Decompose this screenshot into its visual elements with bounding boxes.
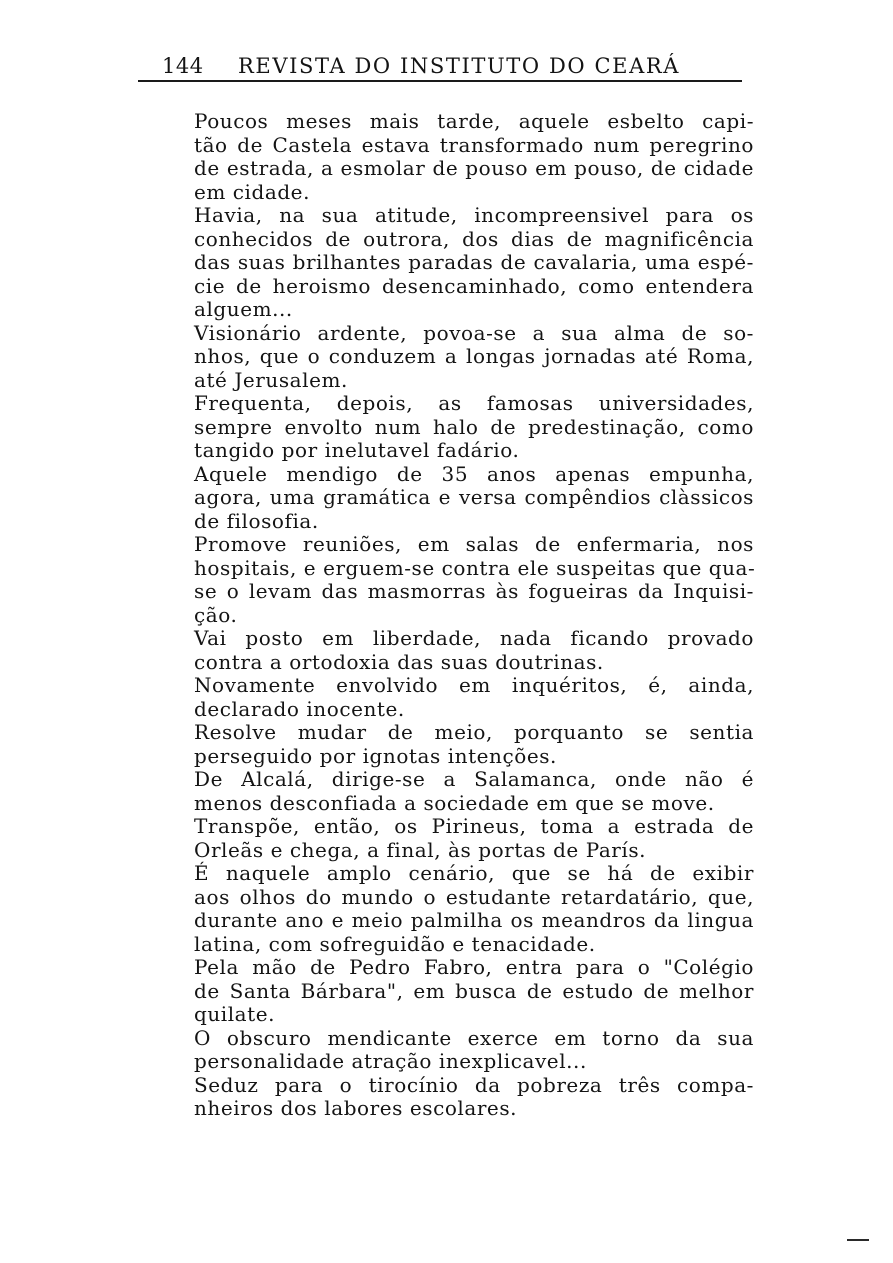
text-line: Seduz para o tirocínio da pobreza três compa- xyxy=(194,1072,754,1097)
paragraph xyxy=(138,463,754,534)
text-line: quilate. xyxy=(194,1002,276,1026)
paragraph xyxy=(138,721,754,768)
text-line: de Santa Bárbara", em busca de estudo de melhor xyxy=(194,978,754,1003)
corner-dash-mark xyxy=(847,1239,869,1241)
text-line: hospitais, e erguem-se contra ele suspeitas que qua- xyxy=(194,555,756,580)
text-line: Novamente envolvido em inquéritos, é, ainda, xyxy=(194,673,754,697)
text-line: menos desconfiada a sociedade em que se move. xyxy=(194,790,715,815)
text-line: perseguido por ignotas intenções. xyxy=(194,743,557,768)
text-line: De Alcalá, dirige-se a Salamanca, onde não é xyxy=(194,767,754,791)
text-line: sempre envolto num halo de predestinação, como xyxy=(194,414,754,439)
paragraph xyxy=(138,204,754,322)
text-line: Vai posto em liberdade, nada ficando provado xyxy=(194,626,754,650)
paragraph xyxy=(138,627,754,674)
text-line: contra a ortodoxia das suas doutrinas. xyxy=(194,649,604,674)
text-line: se o levam das masmorras às fogueiras da Inquisi- xyxy=(194,579,754,603)
paragraph xyxy=(138,862,754,956)
text-line: Poucos meses mais tarde, aquele esbelto capi- xyxy=(194,109,754,133)
text-line: ção. xyxy=(194,602,238,627)
text-line: Visionário ardente, povoa-se a sua alma de so- xyxy=(194,320,754,345)
text-line: conhecidos de outrora, dos dias de magnificência xyxy=(194,226,754,251)
paragraph xyxy=(138,815,754,862)
text-line: cie de heroismo desencaminhado, como entendera xyxy=(194,273,754,298)
text-line: de estrada, a esmolar de pouso em pouso, de cidade xyxy=(194,156,754,180)
page-number: 144 xyxy=(162,54,204,78)
body-text xyxy=(138,110,754,1121)
text-line: Promove reuniões, em salas de enfermaria, nos xyxy=(194,532,754,556)
journal-title: REVISTA DO INSTITUTO DO CEARÁ xyxy=(238,54,681,78)
text-line: nheiros dos labores escolares. xyxy=(194,1096,518,1120)
text-line: nhos, que o conduzem a longas jornadas até Roma, xyxy=(194,344,754,368)
text-line: personalidade atração inexplicavel... xyxy=(194,1049,587,1073)
text-line: agora, uma gramática e versa compêndios clàssicos xyxy=(194,485,754,509)
paragraph xyxy=(138,956,754,1027)
paragraph xyxy=(138,768,754,815)
text-line: tangido por inelutavel fadário. xyxy=(194,438,520,462)
text-line: aos olhos do mundo o estudante retardatário, que, xyxy=(194,884,754,909)
running-header xyxy=(138,52,742,82)
paragraph xyxy=(138,1027,754,1074)
paragraph xyxy=(138,533,754,627)
text-line: tão de Castela estava transformado num peregrino xyxy=(194,132,754,157)
text-line: até Jerusalem. xyxy=(194,367,348,392)
paragraph xyxy=(138,322,754,393)
text-line: declarado inocente. xyxy=(194,696,405,721)
text-line: durante ano e meio palmilha os meandros da lingua xyxy=(194,908,754,932)
text-line: Resolve mudar de meio, porquanto se sentia xyxy=(194,720,754,744)
text-line: de filosofia. xyxy=(194,508,319,533)
text-line: Frequenta, depois, as famosas universidades, xyxy=(194,391,754,415)
text-line: das suas brilhantes paradas de cavalaria, uma espé- xyxy=(194,250,754,274)
text-line: Orleãs e chega, a final, às portas de París. xyxy=(194,837,647,862)
text-line: Pela mão de Pedro Fabro, entra para o "Colégio xyxy=(194,955,754,979)
paragraph xyxy=(138,1074,754,1121)
paragraph xyxy=(138,674,754,721)
paragraph xyxy=(138,110,754,204)
text-line: alguem... xyxy=(194,297,293,321)
text-line: latina, com sofreguidão e tenacidade. xyxy=(194,931,596,956)
text-line: É naquele amplo cenário, que se há de exibir xyxy=(194,861,754,885)
text-line: Aquele mendigo de 35 anos apenas empunha, xyxy=(194,461,754,486)
text-line: Transpõe, então, os Pirineus, toma a estrada de xyxy=(194,814,754,838)
text-line: Havia, na sua atitude, incompreensivel para os xyxy=(194,203,754,227)
paragraph xyxy=(138,392,754,463)
text-line: em cidade. xyxy=(194,179,310,204)
text-line: O obscuro mendicante exerce em torno da sua xyxy=(194,1025,754,1050)
